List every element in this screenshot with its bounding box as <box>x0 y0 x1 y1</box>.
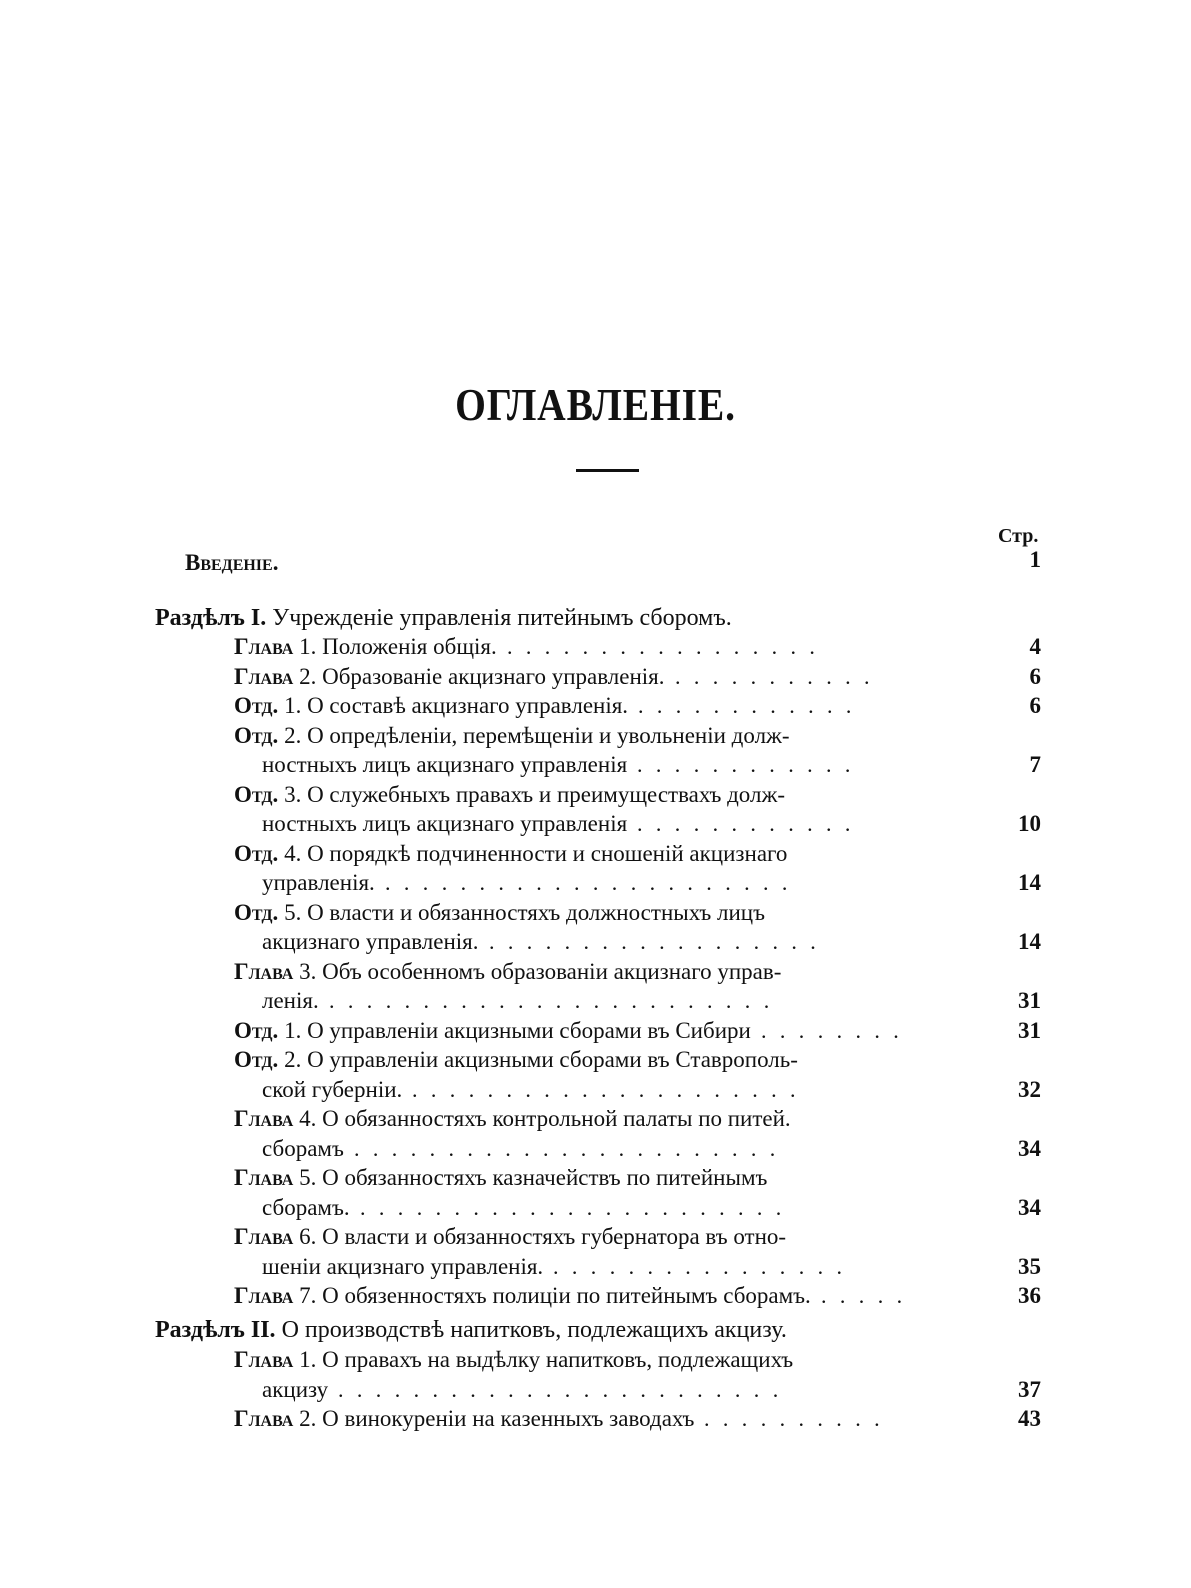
entry-kind: Отд. <box>234 1047 279 1072</box>
leader-dots: ................. <box>507 634 829 659</box>
entry-title: О управленіи акцизными сборами въ Ставрополь- <box>307 1047 798 1072</box>
intro-page: 1 <box>1029 547 1041 572</box>
entry-number: 4. <box>293 1106 323 1131</box>
entry-page-number: 34 <box>1018 1135 1041 1161</box>
toc-entry <box>234 1105 791 1133</box>
entry-continuation: ленія. <box>262 988 319 1013</box>
entry-page-number: 35 <box>1018 1253 1041 1279</box>
intro-label: Введеніе. <box>185 550 279 575</box>
toc-entry <box>234 840 787 868</box>
entry-kind: Глава <box>234 1165 294 1190</box>
leader-dots: ........... <box>675 663 883 689</box>
toc-entry <box>234 692 628 720</box>
entry-title: О власти и обязанностяхъ губернатора въ отно- <box>322 1224 787 1249</box>
entry-number: 2. <box>293 663 323 689</box>
entry-page-number: 36 <box>1018 1283 1041 1308</box>
entry-number: 5. <box>278 899 308 925</box>
leader-dots: ....................... <box>354 1135 789 1161</box>
toc-entry <box>234 1017 751 1045</box>
entry-continuation: акцизнаго управленія. <box>262 929 479 954</box>
entry-continuation: сборамъ. <box>262 1194 350 1220</box>
entry-title: О порядкѣ подчиненности и сношеній акцизнаго <box>307 840 788 866</box>
section-title: О производствѣ напитковъ, подлежащихъ акцизу. <box>281 1317 787 1343</box>
toc-entry <box>234 1046 798 1074</box>
toc-entry <box>234 1405 694 1433</box>
section-number: I. <box>244 605 273 631</box>
entry-kind: Глава <box>234 1406 294 1431</box>
entry-title: О опредѣленіи, перемѣщеніи и увольненіи долж- <box>307 722 790 748</box>
entry-title: О правахъ на выдѣлку напитковъ, подлежащихъ <box>322 1347 794 1372</box>
leader-dots: .................. <box>489 929 830 954</box>
entry-page-number: 6 <box>1029 663 1041 689</box>
entry-number: 1. <box>293 1347 323 1372</box>
leader-dots: ..................... <box>412 1076 809 1102</box>
entry-kind: Отд. <box>234 899 279 925</box>
entry-page-number: 31 <box>1018 988 1041 1013</box>
entry-number: 3. <box>293 958 323 984</box>
leader-dots: ........ <box>761 1017 913 1043</box>
entry-page-number: 14 <box>1018 929 1041 954</box>
entry-page-number: 37 <box>1018 1376 1041 1402</box>
leader-dots: ............ <box>637 752 864 777</box>
entry-kind: Глава <box>234 663 294 689</box>
entry-title: О винокуреніи на казенныхъ заводахъ <box>322 1406 695 1431</box>
entry-page-number: 31 <box>1018 1017 1041 1043</box>
toc-entry <box>234 1223 786 1251</box>
entry-kind: Глава <box>234 1283 294 1308</box>
entry-page-number: 34 <box>1018 1194 1041 1220</box>
entry-title: О власти и обязанностяхъ должностныхъ лицъ <box>307 899 765 925</box>
toc-entry <box>234 899 765 927</box>
entry-page-number: 7 <box>1029 752 1041 777</box>
entry-continuation: ностныхъ лицъ акцизнаго управленія <box>262 752 628 777</box>
entry-continuation: акцизу <box>262 1376 329 1402</box>
entry-title: О обязанностяхъ контрольной палаты по питей. <box>322 1106 791 1131</box>
toc-entry <box>234 781 785 809</box>
entry-number: 2. <box>278 1047 308 1072</box>
leader-dots: ...................... <box>385 870 801 895</box>
entry-title: О служебныхъ правахъ и преимуществахъ долж- <box>307 781 786 807</box>
entry-page-number: 10 <box>1018 811 1041 836</box>
entry-page-number: 4 <box>1029 634 1041 659</box>
entry-kind: Отд. <box>234 1017 279 1043</box>
toc-entry <box>234 1282 811 1310</box>
leader-dots: .......... <box>704 1406 893 1431</box>
entry-number: 1. <box>278 1017 308 1043</box>
entry-number: 3. <box>278 781 308 807</box>
entry-kind: Отд. <box>234 722 279 748</box>
entry-number: 7. <box>293 1283 323 1308</box>
section-word: Раздѣлъ <box>155 1317 245 1343</box>
leader-dots: ............ <box>637 811 864 836</box>
entry-kind: Глава <box>234 1224 294 1249</box>
toc-entry <box>234 1164 767 1192</box>
entry-continuation: управленія. <box>262 870 375 895</box>
entry-title: О управленіи акцизными сборами въ Сибири <box>307 1017 751 1043</box>
page-title: ОГЛАВЛЕНІЕ. <box>455 379 736 430</box>
leader-dots: ............ <box>638 693 865 718</box>
entry-page-number: 14 <box>1018 870 1041 895</box>
section-label <box>155 1316 787 1344</box>
page-column-header: Стр. <box>998 525 1039 547</box>
entry-continuation: сборамъ <box>262 1135 344 1161</box>
section-label <box>155 604 732 632</box>
toc-entry <box>234 958 781 986</box>
entry-number: 1. <box>278 693 308 718</box>
entry-kind: Глава <box>234 958 294 984</box>
section-word: Раздѣлъ <box>155 605 245 631</box>
entry-kind: Отд. <box>234 693 279 718</box>
entry-number: 5. <box>293 1165 323 1190</box>
entry-title: О обязанностяхъ казначействъ по питейнымъ <box>322 1165 768 1190</box>
entry-continuation: ской губерніи. <box>262 1076 403 1102</box>
entry-title: Положенія общія. <box>322 634 497 659</box>
leader-dots: ..... <box>821 1283 916 1308</box>
entry-kind: Отд. <box>234 840 279 866</box>
entry-number: 6. <box>293 1224 323 1249</box>
entry-continuation: шеніи акцизнаго управленія. <box>262 1253 544 1279</box>
entry-number: 1. <box>293 634 323 659</box>
entry-kind: Отд. <box>234 781 279 807</box>
toc-entry <box>234 633 497 661</box>
entry-title: Объ особенномъ образованіи акцизнаго управ- <box>322 958 782 984</box>
entry-page-number: 6 <box>1029 693 1041 718</box>
leader-dots: ................ <box>553 1253 856 1279</box>
section-title: Учрежденіе управленія питейнымъ сборомъ. <box>272 605 732 631</box>
leader-dots: ........................ <box>329 988 783 1013</box>
entry-kind: Глава <box>234 1347 294 1372</box>
entry-kind: Глава <box>234 634 294 659</box>
entry-continuation: ностныхъ лицъ акцизнаго управленія <box>262 811 628 836</box>
toc-entry <box>234 1346 793 1374</box>
entry-title: О обязенностяхъ полиціи по питейнымъ сборамъ. <box>322 1283 811 1308</box>
entry-title: Образованіе акцизнаго управленія. <box>322 663 665 689</box>
entry-number: 2. <box>278 722 308 748</box>
section-number: II. <box>244 1317 282 1343</box>
entry-page-number: 43 <box>1018 1406 1041 1431</box>
entry-number: 2. <box>293 1406 323 1431</box>
leader-dots: ........................ <box>338 1376 792 1402</box>
entry-kind: Глава <box>234 1106 294 1131</box>
title-rule <box>576 469 639 472</box>
entry-page-number: 32 <box>1018 1076 1041 1102</box>
toc-entry <box>234 663 665 691</box>
entry-title: О составѣ акцизнаго управленія. <box>307 693 629 718</box>
toc-entry <box>234 722 790 750</box>
entry-number: 4. <box>278 840 308 866</box>
leader-dots: ....................... <box>360 1194 795 1220</box>
